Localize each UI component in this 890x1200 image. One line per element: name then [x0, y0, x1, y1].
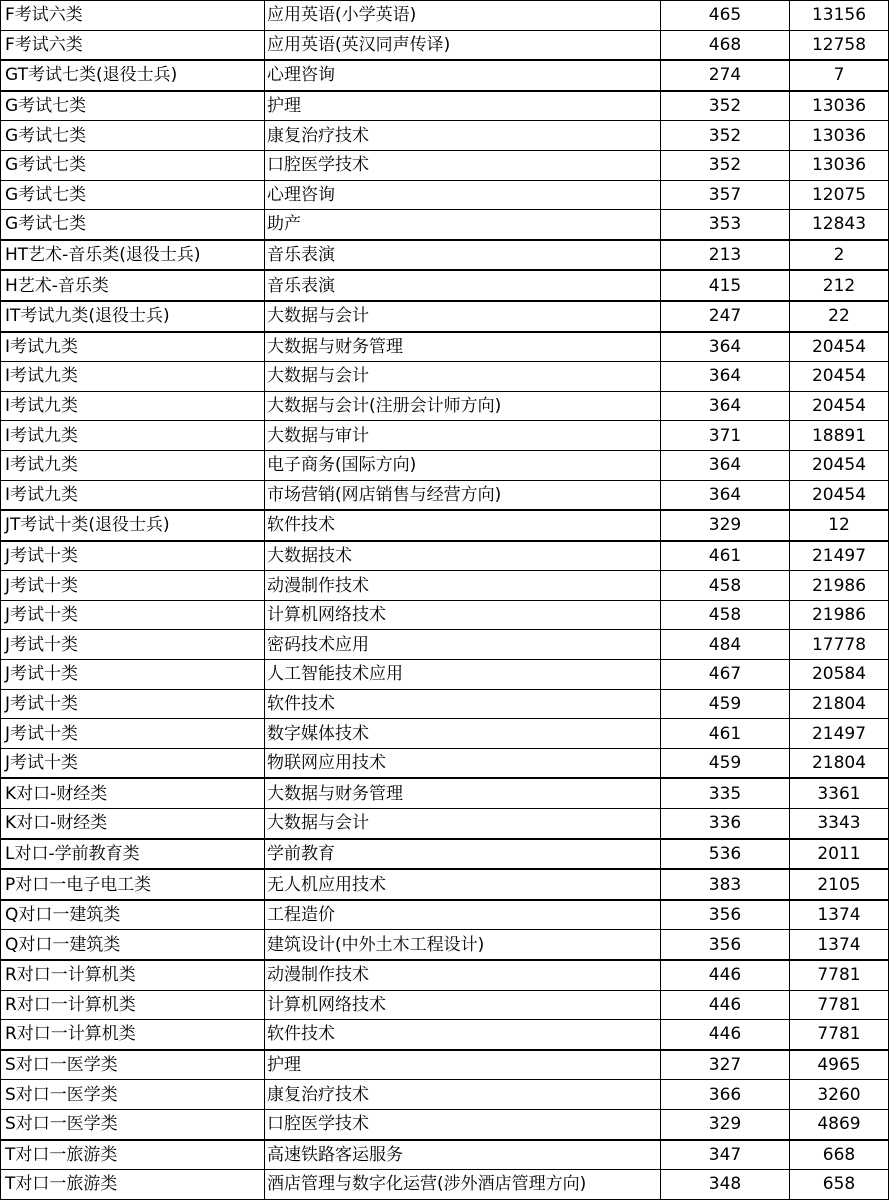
table-row — [1, 332, 889, 362]
rank-cell: 20454 — [790, 332, 889, 362]
category-cell: J考试十类 — [1, 571, 265, 601]
min-score-cell: 329 — [661, 1109, 790, 1139]
category-cell: G考试七类 — [1, 121, 265, 151]
table-row — [1, 839, 889, 870]
rank-cell: 13036 — [790, 91, 889, 121]
rank-cell: 2011 — [790, 839, 889, 870]
major-cell: 电子商务(国际方向) — [265, 450, 661, 480]
min-score-cell: 364 — [661, 332, 790, 362]
rank-cell: 21986 — [790, 600, 889, 630]
min-score-cell: 364 — [661, 391, 790, 421]
min-score-cell: 213 — [661, 240, 790, 271]
major-cell: 应用英语(小学英语) — [265, 1, 661, 31]
rank-cell: 4965 — [790, 1050, 889, 1080]
category-cell: K对口-财经类 — [1, 809, 265, 839]
table-row — [1, 480, 889, 510]
category-cell: HT艺术-音乐类(退役士兵) — [1, 240, 265, 271]
min-score-cell: 461 — [661, 541, 790, 571]
rank-cell: 18891 — [790, 421, 889, 451]
category-cell: IT考试九类(退役士兵) — [1, 301, 265, 332]
min-score-cell: 415 — [661, 270, 790, 301]
min-score-cell: 335 — [661, 778, 790, 808]
min-score-cell: 352 — [661, 150, 790, 180]
table-row — [1, 91, 889, 121]
major-cell: 心理咨询 — [265, 180, 661, 210]
category-cell: L对口-学前教育类 — [1, 839, 265, 870]
category-cell: J考试十类 — [1, 748, 265, 778]
major-cell: 助产 — [265, 210, 661, 240]
major-cell: 康复治疗技术 — [265, 1080, 661, 1110]
min-score-cell: 364 — [661, 480, 790, 510]
major-cell: 软件技术 — [265, 689, 661, 719]
table-row — [1, 362, 889, 392]
major-cell: 大数据与财务管理 — [265, 778, 661, 808]
category-cell: R对口一计算机类 — [1, 990, 265, 1020]
min-score-cell: 461 — [661, 719, 790, 749]
rank-cell: 12758 — [790, 30, 889, 60]
major-cell: 大数据与财务管理 — [265, 332, 661, 362]
min-score-cell: 465 — [661, 1, 790, 31]
table-body — [1, 1, 889, 1200]
major-cell: 大数据与会计 — [265, 809, 661, 839]
table-row — [1, 748, 889, 778]
table-row — [1, 809, 889, 839]
table-row — [1, 150, 889, 180]
table-row — [1, 660, 889, 690]
rank-cell: 2105 — [790, 869, 889, 900]
min-score-cell: 468 — [661, 30, 790, 60]
min-score-cell: 353 — [661, 210, 790, 240]
table-row — [1, 1109, 889, 1139]
table-row — [1, 1080, 889, 1110]
category-cell: S对口一医学类 — [1, 1109, 265, 1139]
min-score-cell: 356 — [661, 900, 790, 930]
min-score-cell: 329 — [661, 510, 790, 541]
min-score-cell: 356 — [661, 930, 790, 960]
category-cell: I考试九类 — [1, 450, 265, 480]
major-cell: 工程造价 — [265, 900, 661, 930]
rank-cell: 21497 — [790, 719, 889, 749]
category-cell: S对口一医学类 — [1, 1080, 265, 1110]
rank-cell: 20454 — [790, 391, 889, 421]
min-score-cell: 366 — [661, 1080, 790, 1110]
major-cell: 软件技术 — [265, 510, 661, 541]
category-cell: I考试九类 — [1, 332, 265, 362]
major-cell: 建筑设计(中外土木工程设计) — [265, 930, 661, 960]
min-score-cell: 459 — [661, 689, 790, 719]
table-row — [1, 30, 889, 60]
category-cell: Q对口一建筑类 — [1, 900, 265, 930]
table-row — [1, 1050, 889, 1080]
rank-cell: 13036 — [790, 121, 889, 151]
major-cell: 密码技术应用 — [265, 630, 661, 660]
major-cell: 音乐表演 — [265, 240, 661, 271]
table-row — [1, 1140, 889, 1170]
category-cell: J考试十类 — [1, 600, 265, 630]
min-score-cell: 327 — [661, 1050, 790, 1080]
category-cell: J考试十类 — [1, 541, 265, 571]
table-row — [1, 869, 889, 900]
rank-cell: 17778 — [790, 630, 889, 660]
table-row — [1, 301, 889, 332]
table-row — [1, 240, 889, 271]
table-row — [1, 421, 889, 451]
table-row — [1, 210, 889, 240]
rank-cell: 212 — [790, 270, 889, 301]
rank-cell: 12843 — [790, 210, 889, 240]
rank-cell: 1374 — [790, 930, 889, 960]
rank-cell: 4869 — [790, 1109, 889, 1139]
min-score-cell: 446 — [661, 990, 790, 1020]
table-row — [1, 1170, 889, 1200]
category-cell: S对口一医学类 — [1, 1050, 265, 1080]
rank-cell: 668 — [790, 1140, 889, 1170]
min-score-cell: 348 — [661, 1170, 790, 1200]
min-score-cell: 336 — [661, 809, 790, 839]
table-row — [1, 541, 889, 571]
table-row — [1, 600, 889, 630]
major-cell: 计算机网络技术 — [265, 990, 661, 1020]
category-cell: G考试七类 — [1, 180, 265, 210]
min-score-cell: 383 — [661, 869, 790, 900]
min-score-cell: 446 — [661, 960, 790, 990]
major-cell: 大数据与会计(注册会计师方向) — [265, 391, 661, 421]
rank-cell: 20454 — [790, 450, 889, 480]
min-score-cell: 364 — [661, 362, 790, 392]
category-cell: I考试九类 — [1, 421, 265, 451]
major-cell: 无人机应用技术 — [265, 869, 661, 900]
table-row — [1, 510, 889, 541]
rank-cell: 12 — [790, 510, 889, 541]
rank-cell: 21804 — [790, 689, 889, 719]
major-cell: 康复治疗技术 — [265, 121, 661, 151]
rank-cell: 7781 — [790, 1020, 889, 1050]
table-row — [1, 930, 889, 960]
table-row — [1, 121, 889, 151]
rank-cell: 3260 — [790, 1080, 889, 1110]
rank-cell: 2 — [790, 240, 889, 271]
min-score-cell: 459 — [661, 748, 790, 778]
table-row — [1, 960, 889, 990]
category-cell: GT考试七类(退役士兵) — [1, 60, 265, 91]
category-cell: T对口一旅游类 — [1, 1140, 265, 1170]
min-score-cell: 274 — [661, 60, 790, 91]
major-cell: 护理 — [265, 91, 661, 121]
category-cell: P对口一电子电工类 — [1, 869, 265, 900]
category-cell: T对口一旅游类 — [1, 1170, 265, 1200]
category-cell: G考试七类 — [1, 210, 265, 240]
category-cell: I考试九类 — [1, 480, 265, 510]
category-cell: J考试十类 — [1, 660, 265, 690]
rank-cell: 21986 — [790, 571, 889, 601]
category-cell: R对口一计算机类 — [1, 960, 265, 990]
min-score-cell: 364 — [661, 450, 790, 480]
table-row — [1, 778, 889, 808]
min-score-cell: 484 — [661, 630, 790, 660]
rank-cell: 13156 — [790, 1, 889, 31]
rank-cell: 21497 — [790, 541, 889, 571]
table-row — [1, 60, 889, 91]
category-cell: H艺术-音乐类 — [1, 270, 265, 301]
major-cell: 学前教育 — [265, 839, 661, 870]
major-cell: 口腔医学技术 — [265, 1109, 661, 1139]
category-cell: J考试十类 — [1, 719, 265, 749]
major-cell: 应用英语(英汉同声传译) — [265, 30, 661, 60]
category-cell: J考试十类 — [1, 630, 265, 660]
category-cell: K对口-财经类 — [1, 778, 265, 808]
rank-cell: 20454 — [790, 362, 889, 392]
major-cell: 酒店管理与数字化运营(涉外酒店管理方向) — [265, 1170, 661, 1200]
rank-cell: 22 — [790, 301, 889, 332]
category-cell: Q对口一建筑类 — [1, 930, 265, 960]
table-row — [1, 719, 889, 749]
major-cell: 软件技术 — [265, 1020, 661, 1050]
category-cell: I考试九类 — [1, 391, 265, 421]
major-cell: 音乐表演 — [265, 270, 661, 301]
category-cell: J考试十类 — [1, 689, 265, 719]
table-row — [1, 180, 889, 210]
table-row — [1, 689, 889, 719]
major-cell: 护理 — [265, 1050, 661, 1080]
min-score-cell: 536 — [661, 839, 790, 870]
min-score-cell: 458 — [661, 600, 790, 630]
category-cell: JT考试十类(退役士兵) — [1, 510, 265, 541]
category-cell: G考试七类 — [1, 91, 265, 121]
major-cell: 高速铁路客运服务 — [265, 1140, 661, 1170]
min-score-cell: 446 — [661, 1020, 790, 1050]
major-cell: 计算机网络技术 — [265, 600, 661, 630]
major-cell: 数字媒体技术 — [265, 719, 661, 749]
rank-cell: 20454 — [790, 480, 889, 510]
rank-cell: 1374 — [790, 900, 889, 930]
rank-cell: 20584 — [790, 660, 889, 690]
major-cell: 动漫制作技术 — [265, 571, 661, 601]
rank-cell: 7781 — [790, 990, 889, 1020]
rank-cell: 21804 — [790, 748, 889, 778]
min-score-cell: 247 — [661, 301, 790, 332]
rank-cell: 7 — [790, 60, 889, 91]
min-score-cell: 458 — [661, 571, 790, 601]
table-row — [1, 270, 889, 301]
min-score-cell: 467 — [661, 660, 790, 690]
table-row — [1, 571, 889, 601]
rank-cell: 12075 — [790, 180, 889, 210]
category-cell: R对口一计算机类 — [1, 1020, 265, 1050]
table-row — [1, 450, 889, 480]
table-row — [1, 990, 889, 1020]
category-cell: G考试七类 — [1, 150, 265, 180]
category-cell: F考试六类 — [1, 1, 265, 31]
rank-cell: 3361 — [790, 778, 889, 808]
rank-cell: 7781 — [790, 960, 889, 990]
category-cell: F考试六类 — [1, 30, 265, 60]
major-cell: 大数据与审计 — [265, 421, 661, 451]
major-cell: 市场营销(网店销售与经营方向) — [265, 480, 661, 510]
min-score-cell: 371 — [661, 421, 790, 451]
table-row — [1, 900, 889, 930]
rank-cell: 13036 — [790, 150, 889, 180]
table-row — [1, 391, 889, 421]
major-cell: 口腔医学技术 — [265, 150, 661, 180]
min-score-cell: 347 — [661, 1140, 790, 1170]
table-row — [1, 630, 889, 660]
rank-cell: 658 — [790, 1170, 889, 1200]
major-cell: 心理咨询 — [265, 60, 661, 91]
rank-cell: 3343 — [790, 809, 889, 839]
category-cell: I考试九类 — [1, 362, 265, 392]
major-cell: 大数据与会计 — [265, 301, 661, 332]
major-cell: 人工智能技术应用 — [265, 660, 661, 690]
min-score-cell: 352 — [661, 91, 790, 121]
major-cell: 动漫制作技术 — [265, 960, 661, 990]
min-score-cell: 352 — [661, 121, 790, 151]
table-row — [1, 1020, 889, 1050]
major-cell: 大数据技术 — [265, 541, 661, 571]
min-score-cell: 357 — [661, 180, 790, 210]
major-cell: 大数据与会计 — [265, 362, 661, 392]
table-row — [1, 1, 889, 31]
major-cell: 物联网应用技术 — [265, 748, 661, 778]
